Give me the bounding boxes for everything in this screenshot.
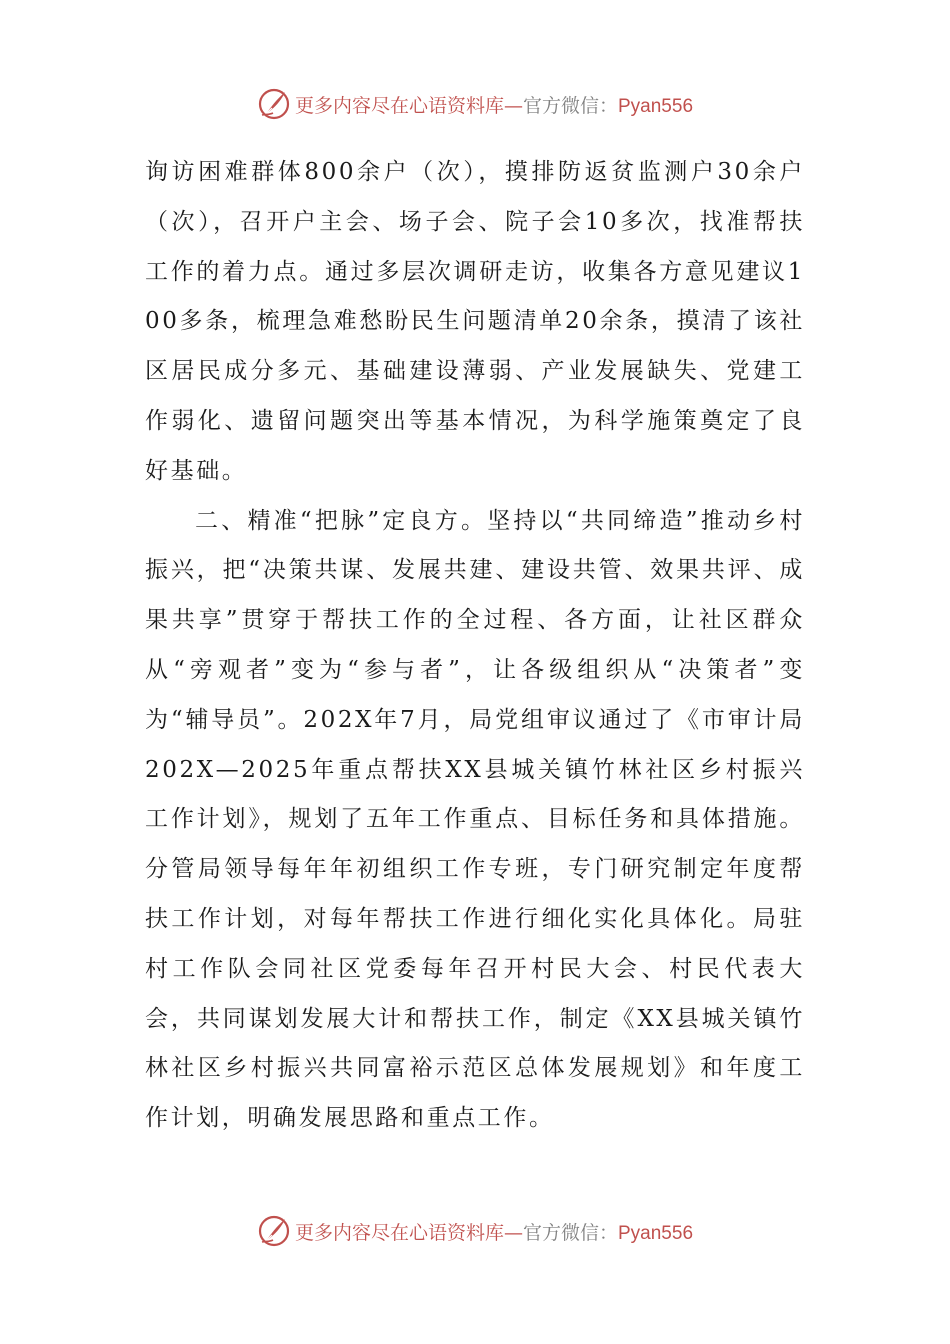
quill-pen-circle-icon [257, 1214, 291, 1248]
footer-banner-inner [257, 1214, 693, 1248]
quill-pen-circle-icon [257, 87, 291, 121]
banner-official-label: 官方微信： [522, 94, 618, 117]
banner-text [295, 1218, 693, 1245]
header-banner [0, 84, 950, 124]
banner-main-text: 更多内容尽在心语资料库 [294, 1221, 504, 1244]
paragraph-1: 询访困难群体800余户（次），摸排防返贫监测户30余户（次），召开户主会、场子会、院子会10多次，找准帮扶工作的着力点。通过多层次调研走访，收集各方意见建议100多条，梳理急难愁盼民生问题清单20余条，摸清了该社区居民成分多元、基础建设薄弱、产业发展缺失、党建工作弱化、遗留问题突出等基本情况，为科学施策奠定了良好基础。 [145, 159, 805, 484]
banner-main-text: 更多内容尽在心语资料库 [294, 94, 504, 117]
document-body [145, 148, 805, 1144]
paragraph-2: 二、精准“把脉”定良方。坚持以“共同缔造”推动乡村振兴，把“决策共谋、发展共建、建设共管、效果共评、成果共享”贯穿于帮扶工作的全过程、各方面，让社区群众从“旁观者”变为“参与者”，让各级组织从“决策者”变为“辅导员”。202X年7月，局党组审议通过了《市审计局202X—2025年重点帮扶XX县城关镇竹林社区乡村振兴工作计划》，规划了五年工作重点、目标任务和具体措施。分管局领导每年年初组织工作专班，专门研究制定年度帮扶工作计划，对每年帮扶工作进行细化实化具体化。局驻村工作队会同社区党委每年召开村民大会、村民代表大会，共同谋划发展大计和帮扶工作，制定《XX县城关镇竹林社区乡村振兴共同富裕示范区总体发展规划》和年度工作计划，明确发展思路和重点工作。 [145, 507, 805, 1132]
header-banner-inner [257, 87, 693, 121]
banner-text [295, 91, 693, 118]
banner-official-label: 官方微信： [522, 1221, 618, 1244]
banner-wechat-id: Pyan556 [618, 95, 694, 117]
banner-dash: — [503, 94, 523, 117]
banner-wechat-id: Pyan556 [618, 1222, 694, 1244]
footer-banner [0, 1211, 950, 1251]
banner-dash: — [503, 1221, 523, 1244]
